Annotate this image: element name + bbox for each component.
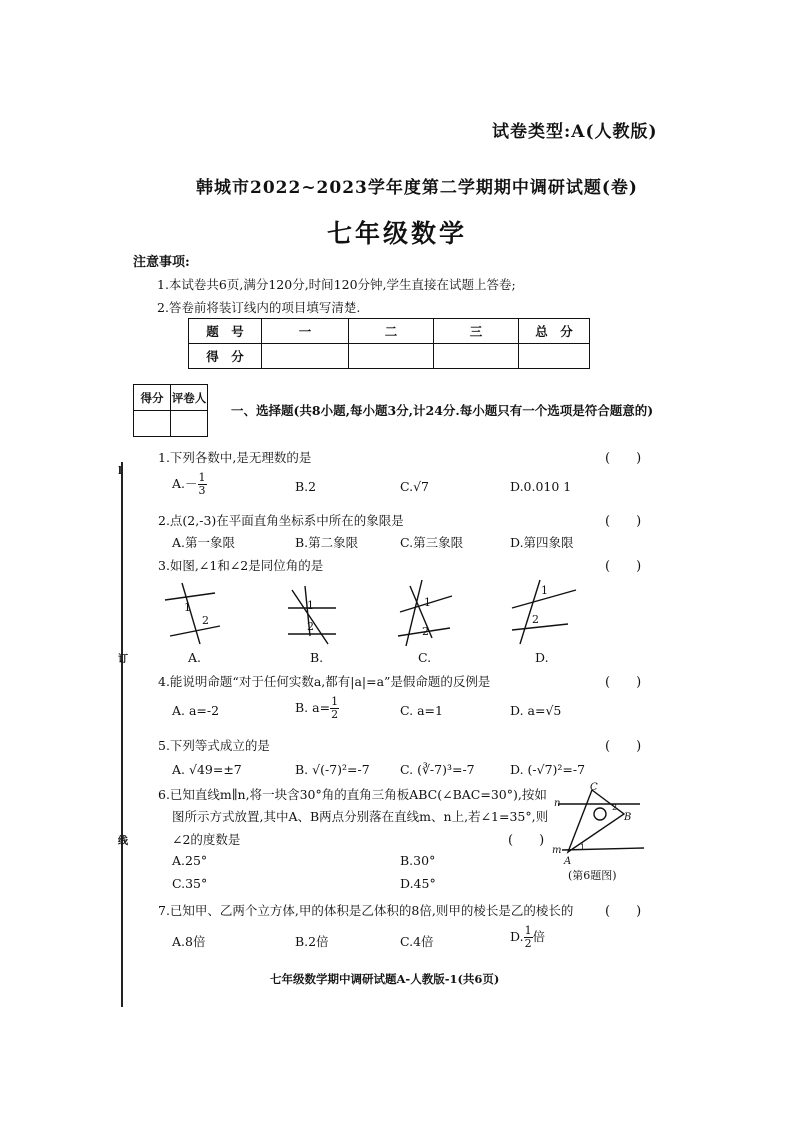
figure-c-angle-2: 2 — [422, 625, 429, 638]
question-3-figures — [160, 578, 590, 648]
question-7-option-a: A.8倍 — [172, 934, 206, 949]
answer-paren-7[interactable]: ( ) — [605, 904, 642, 919]
answer-paren-3[interactable]: ( ) — [605, 559, 642, 574]
option-c-prefix: C. — [400, 479, 414, 494]
question-7-option-b: B.2倍 — [295, 934, 329, 949]
question-6-figure-caption: (第6题图) — [568, 869, 617, 882]
figure-b-angle-2: 2 — [307, 620, 314, 633]
question-4-option-b — [295, 696, 339, 721]
question-6-option-a: A.25° — [172, 853, 208, 868]
grader-table — [133, 384, 208, 437]
paper-type: 试卷类型:A(人教版) — [492, 122, 658, 142]
grader-name-label: 评卷人 — [171, 385, 208, 411]
question-1-option-c — [400, 479, 429, 494]
answer-paren-4[interactable]: ( ) — [605, 675, 642, 690]
question-7-option-d — [510, 925, 545, 950]
score-cell-2[interactable] — [349, 344, 434, 369]
question-6-option-c: C.35° — [172, 876, 208, 891]
line-m-label: m — [552, 845, 562, 856]
answer-paren-2[interactable]: ( ) — [605, 514, 642, 529]
option-b-prefix: B. a= — [295, 700, 331, 715]
exam-title: 韩城市2022~2023学年度第二学期期中调研试题(卷) — [196, 178, 638, 198]
figure-a-angle-2: 2 — [202, 614, 209, 627]
fraction-denominator: 3 — [198, 484, 206, 497]
subject-title: 七年级数学 — [326, 219, 467, 248]
score-table-header-4: 总 分 — [519, 319, 590, 344]
question-3-option-d: D. — [535, 650, 549, 665]
fraction-numerator: 1 — [331, 695, 339, 708]
question-1-option-d: D.0.010 1 — [510, 479, 572, 494]
answer-paren-1[interactable]: ( ) — [605, 451, 642, 466]
question-6-stem-line-1: 6.已知直线m∥n,将一块含30°角的直角三角板ABC(∠BAC=30°),按如 — [158, 787, 547, 802]
figure-b-angle-1: 1 — [307, 599, 314, 612]
question-3-option-b: B. — [310, 650, 324, 665]
option-a-text: A.－ — [172, 476, 198, 491]
line-n-label: n — [554, 798, 561, 809]
fraction — [330, 696, 339, 721]
figure-b — [288, 586, 336, 644]
question-6-figure — [548, 780, 648, 868]
notice-item-2: 2.答卷前将装订线内的项目填写清楚. — [157, 300, 361, 315]
score-row-label: 得 分 — [189, 344, 262, 369]
point-c-label: C — [590, 782, 598, 793]
point-a-label: A — [564, 856, 572, 867]
score-table — [188, 318, 590, 369]
angle-mark — [594, 808, 606, 820]
fraction-denominator: 2 — [524, 937, 532, 950]
figure-a-angle-1: 1 — [184, 601, 191, 614]
binding-line — [121, 462, 123, 1007]
score-table-header-3: 三 — [434, 319, 519, 344]
option-d-prefix: D. — [510, 929, 524, 944]
question-4-option-d: D. a=√5 — [510, 703, 562, 718]
question-4-stem: 4.能说明命题“对于任何实数a,都有|a|=a”是假命题的反例是 — [158, 674, 491, 689]
notice-item-1: 1.本试卷共6页,满分120分,时间120分钟,学生直接在试题上答卷; — [157, 277, 516, 292]
question-5-option-b: B. √(-7)²=-7 — [295, 762, 370, 777]
figure-c-angle-1: 1 — [424, 596, 431, 609]
figure-a — [165, 583, 220, 644]
score-cell-3[interactable] — [434, 344, 519, 369]
question-1-option-b: B.2 — [295, 479, 317, 494]
fraction-numerator: 1 — [524, 924, 532, 937]
question-3-stem: 3.如图,∠1和∠2是同位角的是 — [158, 558, 324, 573]
figure-d-angle-1: 1 — [541, 584, 548, 597]
section-1-heading: 一、选择题(共8小题,每小题3分,计24分.每小题只有一个选项是符合题意的) — [231, 403, 654, 418]
radical: √7 — [413, 479, 430, 494]
question-5-option-c: C. (∛-7)³=-7 — [400, 762, 475, 777]
binding-mark-3: 线 — [118, 836, 128, 847]
answer-paren-6[interactable]: ( ) — [508, 833, 545, 848]
question-2-option-d: D.第四象限 — [510, 535, 574, 550]
question-6-stem-line-2: 图所示方式放置,其中A、B两点分别落在直线m、n上,若∠1=35°,则 — [172, 809, 549, 824]
question-7-stem: 7.已知甲、乙两个立方体,甲的体积是乙体积的8倍,则甲的棱长是乙的棱长的 — [158, 903, 574, 918]
question-1-stem: 1.下列各数中,是无理数的是 — [158, 450, 312, 465]
question-5-stem: 5.下列等式成立的是 — [158, 738, 270, 753]
question-1-option-a — [172, 472, 207, 497]
binding-mark-1: l — [118, 466, 122, 477]
score-cell-total[interactable] — [519, 344, 590, 369]
notice-heading: 注意事项: — [133, 255, 190, 270]
score-table-header-2: 二 — [349, 319, 434, 344]
grader-score-cell[interactable] — [134, 411, 171, 437]
figure-d-angle-2: 2 — [532, 613, 539, 626]
fraction-denominator: 2 — [331, 708, 339, 721]
grader-score-label: 得分 — [134, 385, 171, 411]
question-4-option-a: A. a=-2 — [172, 703, 220, 718]
question-6-option-d: D.45° — [400, 876, 436, 891]
question-6-option-b: B.30° — [400, 853, 436, 868]
fraction — [524, 925, 533, 950]
question-2-stem: 2.点(2,-3)在平面直角坐标系中所在的象限是 — [158, 513, 404, 528]
question-6-stem-line-3: ∠2的度数是 — [172, 832, 241, 847]
angle-1-label: 1 — [580, 843, 586, 852]
binding-mark-2: 订 — [118, 654, 128, 665]
angle-2-label: 2 — [612, 803, 618, 812]
point-b-label: B — [624, 812, 632, 823]
question-5-option-a: A. √49=±7 — [172, 762, 242, 777]
question-3-option-c: C. — [418, 650, 432, 665]
answer-paren-5[interactable]: ( ) — [605, 739, 642, 754]
option-d-suffix: 倍 — [532, 929, 546, 944]
question-3-option-a: A. — [188, 650, 202, 665]
question-2-option-a: A.第一象限 — [172, 535, 236, 550]
triangle-abc — [568, 790, 624, 852]
question-7-option-c: C.4倍 — [400, 934, 434, 949]
page-footer: 七年级数学期中调研试题A-人教版-1(共6页) — [270, 972, 500, 986]
question-2-option-b: B.第二象限 — [295, 535, 359, 550]
grader-name-cell[interactable] — [171, 411, 208, 437]
question-5-option-d: D. (-√7)²=-7 — [510, 762, 586, 777]
score-table-header-0: 题 号 — [189, 319, 262, 344]
question-2-option-c: C.第三象限 — [400, 535, 464, 550]
question-4-option-c: C. a=1 — [400, 703, 443, 718]
fraction — [198, 472, 207, 497]
score-table-header-1: 一 — [262, 319, 349, 344]
fraction-numerator: 1 — [198, 471, 206, 484]
score-cell-1[interactable] — [262, 344, 349, 369]
